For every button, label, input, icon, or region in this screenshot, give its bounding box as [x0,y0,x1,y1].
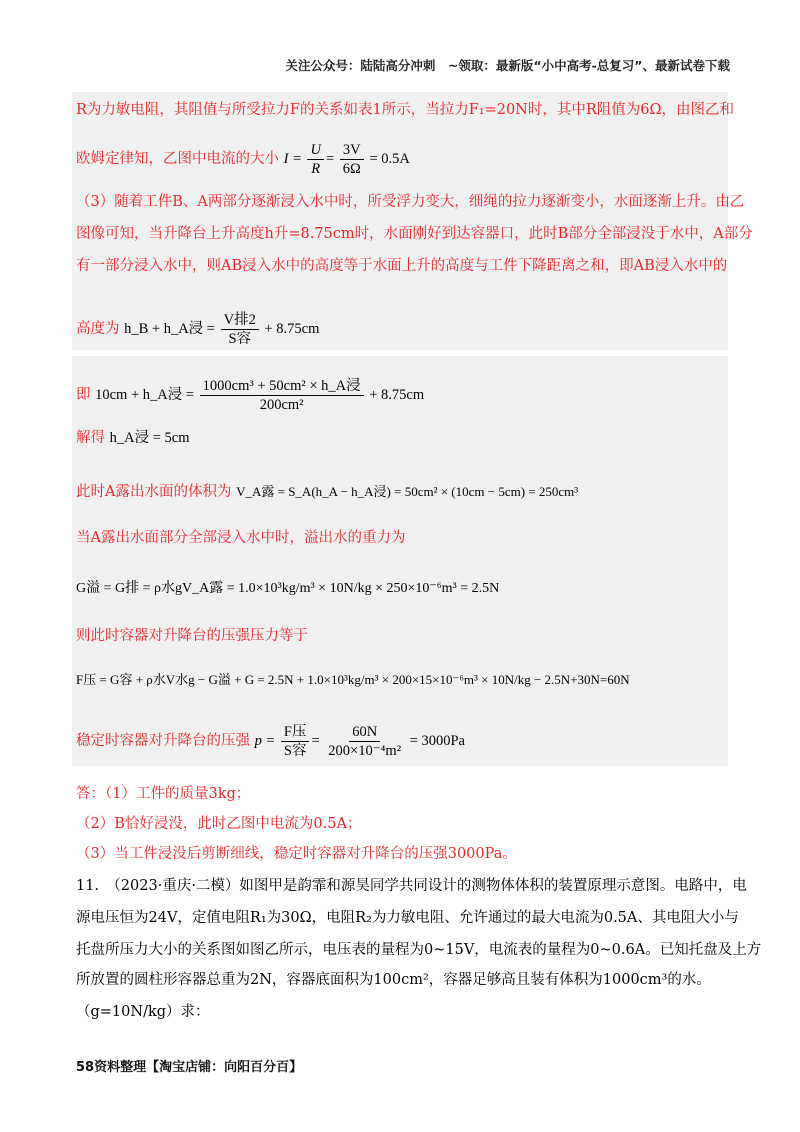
solution-line-7: 即 10cm + h_A浸 = $\frac{\text{1000cm³ + 50cm² × h\_A浸}}{\text{200cm²}}$ + 8.75cm [76,378,425,413]
question-line-1: 11. （2023·重庆·二模）如图甲是韵霏和源昊同学共同设计的测物体体积的装置原理示意图。电路中，电 [76,878,747,894]
solution-line-8: 解得 h_A浸 = 5cm [76,430,190,446]
pressure-force-formula: F压 = G容 + ρ水V水g − G溢 + G = 2.5N + 1.0×10³kg/m³ × 200×15×10⁻⁶m³ × 10N/kg − 2.5N+30N=60N [76,672,630,687]
highlight-band-2 [72,356,728,766]
question-line-2: 源电压恒为24V，定值电阻R₁为30Ω，电阻R₂为力敏电阻、允许通过的最大电流为0.5A、其电阻大小与 [76,910,739,926]
overflow-formula: G溢 = G排 = ρ水gV_A露 = 1.0×10³kg/m³ × 10N/kg × 250×10⁻⁶m³ = 2.5N [76,581,500,596]
question-line-5: （g=10N/kg）求： [76,1004,210,1020]
answer-line-1: 答：（1）工件的质量3kg； [76,786,251,802]
answer-line-2: （2）B恰好浸没，此时乙图中电流为0.5A； [76,816,362,832]
solution-line-1: R为力敏电阻，其阻值与所受拉力F的关系如表1所示，当拉力F₁=20N时，其中R阻值为6Ω，由图乙和 [76,102,735,118]
answer-line-3: （3）当工件浸没后剪断细线，稳定时容器对升降台的压强3000Pa。 [76,846,517,862]
text: 欧姆定律知，乙图中电流的大小 [76,150,279,167]
ohm-law-formula: I = $\frac{U}{R}$ = $\frac{3V}{6\Omega}$ = 0.5A [283,142,410,177]
solution-line-3: （3）随着工件B、A两部分逐渐浸入水中时，所受浮力变大，细绳的拉力逐渐变小，水面逐渐上升。由乙 [76,194,745,210]
volume-formula: V_A露 = S_A(h_A − h_A浸) = 50cm² × (10cm − 5cm) = 250cm³ [236,484,579,499]
solution-line-5: 有一部分浸入水中，则AB浸入水中的高度等于水面上升的高度与工件下降距离之和，即AB浸入水中的 [76,258,728,274]
solution-line-2 [76,142,410,177]
result-formula: h_A浸 = 5cm [109,430,190,446]
solution-line-12: 则此时容器对升降台的压强压力等于 [76,628,308,644]
solution-line-6: 高度为 h_B + h_A浸 = $\frac{\text{V排2}}{\text{S容}}$ + 8.75cm [76,312,320,347]
solution-line-13 [76,670,630,690]
question-line-3: 托盘所压力大小的关系图如图乙所示，电压表的量程为0~15V，电流表的量程为0~0.6A。已知托盘及上方 [76,942,762,958]
page-footer: 58资料整理【淘宝店铺：向阳百分百】 [76,1060,303,1075]
height-formula: h_B + h_A浸 = $\frac{\text{V排2}}{\text{S容}}$ + 8.75cm [124,312,320,347]
solution-line-10: 当A露出水面部分全部浸入水中时，溢出水的重力为 [76,530,406,546]
solution-line-4: 图像可知，当升降台上升高度h升=8.75cm时，水面刚好到达容器口，此时B部分全部浸没于水中，A部分 [76,226,753,242]
solution-line-14: 稳定时容器对升降台的压强 p = $\frac{\text{F压}}{\text{S容}}$ = $\frac{60N}{\text{200×10⁻⁴m²}}$ = 3000Pa [76,724,465,759]
pressure-formula: p = $\frac{\text{F压}}{\text{S容}}$ = $\frac{60N}{\text{200×10⁻⁴m²}}$ = 3000Pa [254,724,465,759]
equation-formula: 10cm + h_A浸 = $\frac{\text{1000cm³ + 50cm² × h\_A浸}}{\text{200cm²}}$ + 8.75cm [95,378,425,413]
page-header: 关注公众号：陆陆高分冲刺 ~领取：最新版“小中高考-总复习”、最新试卷下载 [285,58,730,73]
solution-line-9: 此时A露出水面的体积为 V_A露 = S_A(h_A − h_A浸) = 50cm² × (10cm − 5cm) = 250cm³ [76,484,579,500]
question-line-4: 所放置的圆柱形容器总重为2N，容器底面积为100cm²，容器足够高且装有体积为1000cm³的水。 [76,972,711,988]
solution-line-11 [76,578,499,599]
